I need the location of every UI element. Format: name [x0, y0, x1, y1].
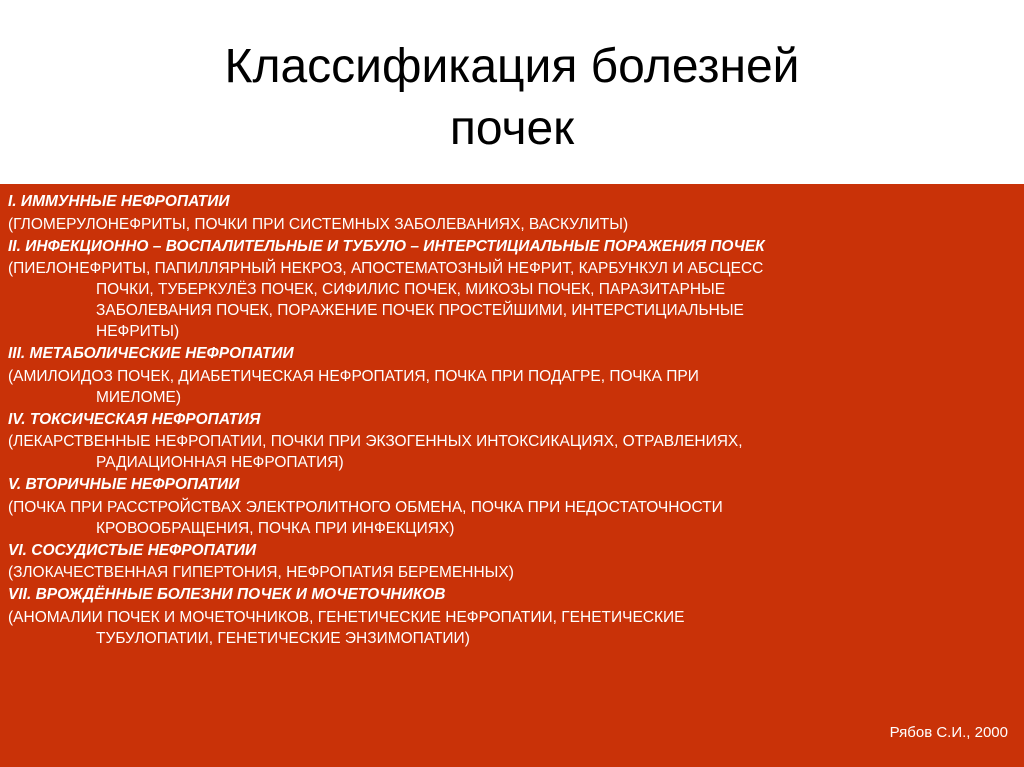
section-heading: IV. ТОКСИЧЕСКАЯ НЕФРОПАТИЯ: [8, 410, 261, 428]
description-line: (АМИЛОИДОЗ ПОЧЕК, ДИАБЕТИЧЕСКАЯ НЕФРОПАТИЯ, ПОЧКА ПРИ ПОДАГРЕ, ПОЧКА ПРИ: [8, 367, 699, 385]
description-line: (ЗЛОКАЧЕСТВЕННАЯ ГИПЕРТОНИЯ, НЕФРОПАТИЯ БЕРЕМЕННЫХ): [8, 564, 514, 581]
section-heading: III. МЕТАБОЛИЧЕСКИЕ НЕФРОПАТИИ: [8, 345, 294, 362]
description-line: (ПИЕЛОНЕФРИТЫ, ПАПИЛЛЯРНЫЙ НЕКРОЗ, АПОСТЕМАТОЗНЫЙ НЕФРИТ, КАРБУНКУЛ И АБСЦЕСС: [8, 260, 764, 277]
source-citation: Рябов С.И., 2000: [889, 724, 1008, 741]
section-heading: VII. ВРОЖДЁННЫЕ БОЛЕЗНИ ПОЧЕК И МОЧЕТОЧНИКОВ: [8, 586, 446, 603]
section-heading: VI. СОСУДИСТЫЕ НЕФРОПАТИИ: [8, 541, 257, 559]
description-line: ТУБУЛОПАТИИ, ГЕНЕТИЧЕСКИЕ ЭНЗИМОПАТИИ): [96, 629, 470, 647]
section-heading: II. ИНФЕКЦИОННО – ВОСПАЛИТЕЛЬНЫЕ И ТУБУЛО – ИНТЕРСТИЦИАЛЬНЫЕ ПОРАЖЕНИЯ ПОЧЕК: [8, 237, 765, 255]
section-description: [8, 214, 984, 235]
classification-section: [8, 408, 984, 474]
description-line: (ПОЧКА ПРИ РАССТРОЙСТВАХ ЭЛЕКТРОЛИТНОГО ОБМЕНА, ПОЧКА ПРИ НЕДОСТАТОЧНОСТИ: [8, 498, 723, 516]
classification-section: [8, 235, 984, 343]
description-line: (ЛЕКАРСТВЕННЫЕ НЕФРОПАТИИ, ПОЧКИ ПРИ ЭКЗОГЕННЫХ ИНТОКСИКАЦИЯХ, ОТРАВЛЕНИЯХ,: [8, 433, 743, 450]
description-line: (АНОМАЛИИ ПОЧЕК И МОЧЕТОЧНИКОВ, ГЕНЕТИЧЕСКИЕ НЕФРОПАТИИ, ГЕНЕТИЧЕСКИЕ: [8, 608, 685, 626]
section-heading: I. ИММУННЫЕ НЕФРОПАТИИ: [8, 193, 230, 210]
classification-section: [8, 190, 984, 235]
classification-section: [8, 539, 984, 584]
description-line: РАДИАЦИОННАЯ НЕФРОПАТИЯ): [96, 454, 344, 471]
section-description: [8, 562, 984, 583]
section-description: [8, 431, 984, 473]
section-description: [8, 366, 984, 408]
description-line: НЕФРИТЫ): [96, 323, 180, 340]
classification-list: [8, 190, 984, 649]
slide-title-line-2: почек: [449, 102, 575, 155]
classification-section: [8, 342, 984, 408]
section-description: [8, 258, 984, 342]
description-line: МИЕЛОМЕ): [96, 388, 182, 406]
description-line: (ГЛОМЕРУЛОНЕФРИТЫ, ПОЧКИ ПРИ СИСТЕМНЫХ ЗАБОЛЕВАНИЯХ, ВАСКУЛИТЫ): [8, 215, 629, 233]
description-line: КРОВООБРАЩЕНИЯ, ПОЧКА ПРИ ИНФЕКЦИЯХ): [96, 519, 455, 537]
section-description: [8, 497, 984, 539]
description-line: ЗАБОЛЕВАНИЯ ПОЧЕК, ПОРАЖЕНИЕ ПОЧЕК ПРОСТЕЙШИМИ, ИНТЕРСТИЦИАЛЬНЫЕ: [96, 302, 744, 319]
classification-panel: [0, 184, 1024, 767]
classification-section: [8, 583, 984, 649]
section-description: [8, 607, 984, 649]
slide-title: [0, 36, 1024, 160]
classification-section: [8, 473, 984, 539]
description-line: ПОЧКИ, ТУБЕРКУЛЁЗ ПОЧЕК, СИФИЛИС ПОЧЕК, МИКОЗЫ ПОЧЕК, ПАРАЗИТАРНЫЕ: [96, 281, 726, 298]
slide-title-line-1: Классификация болезней: [224, 40, 800, 93]
section-heading: V. ВТОРИЧНЫЕ НЕФРОПАТИИ: [8, 476, 240, 493]
